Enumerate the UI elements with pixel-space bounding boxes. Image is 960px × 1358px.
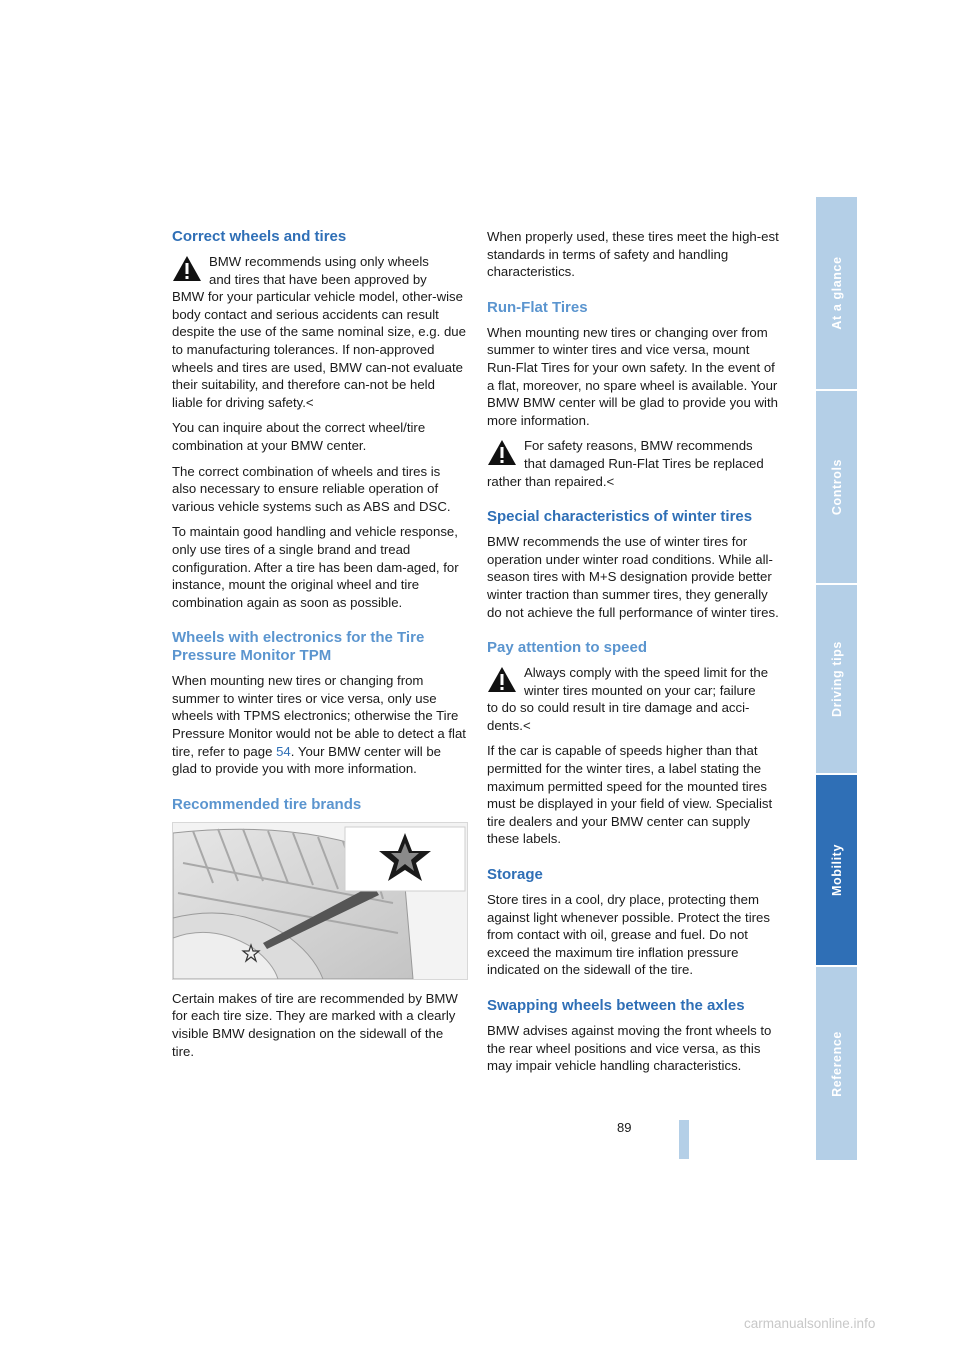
page-number-bar — [679, 1120, 689, 1159]
paragraph: To maintain good handling and vehicle response, only use tires of a single brand and tread configuration. After a tire has been dam-aged, for instance, mount the original wheel and tire combination again as soon as possible. — [172, 524, 459, 610]
warning-line: For safety reasons, BMW recommends — [524, 438, 753, 454]
tpms-paragraph: When mounting new tires or changing from summer to winter tires or vice versa, only use wheels with TPMS electronics; otherwise the Tire Pressure Monitor would not be able to detect a flat tire, refer to page 54. Your BMW center will be glad to provide you with more information. — [172, 673, 466, 777]
tab-controls[interactable]: Controls — [816, 391, 857, 585]
paragraph: BMW recommends the use of winter tires for operation under winter road conditions. While all-season tires with M+S designation provide better winter traction than summer tires, they generally do not achieve the full performance of winter tires. — [487, 534, 779, 620]
warning-triangle-icon — [487, 666, 517, 693]
runflat-heading: Run-Flat Tires — [487, 298, 588, 316]
paragraph: When mounting new tires or changing over from summer to winter tires and vice versa, mount Run-Flat Tires for your own safety. In the event of a flat, moreover, no spare wheel is available. Your BMW BMW center will be glad to provide you with more information. — [487, 324, 778, 428]
left-column — [172, 228, 468, 1068]
winter-heading: Special characteristics of winter tires — [487, 508, 753, 526]
swap-heading: Swapping wheels between the axles — [487, 997, 745, 1014]
paragraph: BMW advises against moving the front wheels to the rear wheel positions and vice versa, as this may impair vehicle handling characteristics. — [487, 1023, 772, 1074]
page-link[interactable]: 54 — [276, 743, 291, 759]
tab-mobility[interactable]: Mobility — [816, 775, 857, 967]
paragraph: If the car is capable of speeds higher than that permitted for the winter tires, a label stating the maximum permitted speed for the mounted tires must be displayed in your field of view. Specialist tire dealers and your BMW center can supply these labels. — [487, 743, 773, 847]
warning-line: Always comply with the speed limit for the — [524, 665, 769, 681]
warning-line: winter tires mounted on your car; failure — [524, 682, 756, 698]
paragraph: Store tires in a cool, dry place, protecting them against light whenever possible. Protect the tires from contact with oil, grease and fuel. Do not exceed the maximum tire inflation pressure indicated on the sidewall of the tire. — [487, 892, 770, 978]
brands-heading: Recommended tire brands — [172, 795, 362, 813]
section-tabs — [816, 197, 857, 1160]
runflat-warning — [487, 437, 779, 490]
speed-heading: Pay attention to speed — [487, 639, 648, 657]
warning-triangle-icon — [487, 439, 517, 466]
warning-text: rather than repaired. — [487, 473, 607, 489]
tire-marking-figure — [172, 822, 468, 980]
tab-driving-tips[interactable]: Driving tips — [816, 585, 857, 775]
end-mark: < — [606, 473, 615, 489]
correct-wheels-heading: Correct wheels and tires — [172, 228, 347, 245]
speed-warning — [487, 664, 779, 734]
tpms-heading: Wheels with electronics for the Tire Pressure Monitor TPM — [172, 629, 425, 665]
site-watermark: carmanualsonline.info — [744, 1316, 876, 1331]
storage-heading: Storage — [487, 866, 543, 884]
correct-wheels-warning — [172, 253, 468, 411]
tire-illustration — [173, 823, 467, 979]
paragraph: When properly used, these tires meet the high-est standards in terms of safety and handling characteristics. — [487, 229, 779, 280]
paragraph: You can inquire about the correct wheel/tire combination at your BMW center. — [172, 420, 426, 453]
warning-line: BMW recommends using only wheels — [209, 254, 429, 269]
warning-text: BMW for your particular vehicle model, other-wise body contact and serious accidents can result despite the use of the same nominal size, e.g. due to manufacturing tolerances. If non-approved wheels and tires are used, BMW can-not evaluate their suitability, and therefore can-not be held liable for driving safety. — [172, 289, 466, 410]
paragraph: Certain makes of tire are recommended by BMW for each tire size. They are marked with a clearly visible BMW designation on the sidewall of the tire. — [172, 990, 458, 1059]
tab-reference[interactable]: Reference — [816, 967, 857, 1160]
warning-triangle-icon — [172, 255, 202, 282]
right-column — [487, 228, 779, 1083]
warning-line: and tires that have been approved by — [209, 271, 427, 287]
end-mark: < — [305, 394, 314, 410]
warning-text: to do so could result in tire damage and acci-dents. — [487, 700, 750, 733]
tab-at-a-glance[interactable]: At a glance — [816, 197, 857, 391]
end-mark: < — [522, 717, 531, 733]
page-number: 89 — [617, 1120, 632, 1135]
paragraph: The correct combination of wheels and tires is also necessary to ensure reliable operation of various vehicle systems such as ABS and DSC. — [172, 463, 451, 514]
warning-line: that damaged Run-Flat Tires be replaced — [524, 455, 764, 471]
